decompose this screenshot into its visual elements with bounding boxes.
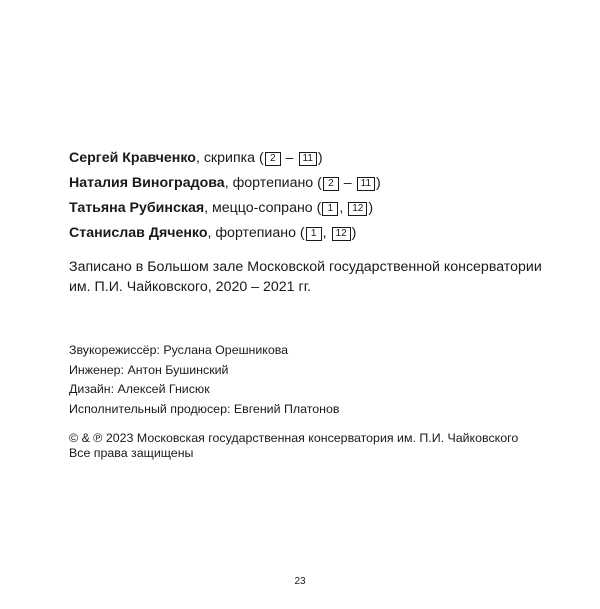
track-separator: – xyxy=(281,150,298,166)
closing-paren: ) xyxy=(376,175,381,191)
closing-paren: ) xyxy=(317,150,323,166)
credit-design: Дизайн: Алексей Гнисюк xyxy=(69,382,210,396)
recording-line: Записано в Большом зале Московской государственной консерватории xyxy=(69,259,542,275)
rights-reserved-line: Все права защищены xyxy=(69,446,194,460)
performer-line xyxy=(69,148,381,173)
track-separator: , xyxy=(339,200,348,216)
performer-role: , меццо-сопрано ( xyxy=(204,200,322,216)
performer-role: , фортепиано ( xyxy=(207,225,305,241)
copyright-line: © & ℗ 2023 Московская государственная консерватория им. П.И. Чайковского xyxy=(69,431,519,445)
performer-name: Наталия Виноградова xyxy=(69,175,225,191)
credit-sound-engineer: Звукорежиссёр: Руслана Орешникова xyxy=(69,343,289,357)
recording-line: им. П.И. Чайковского, 2020 – 2021 гг. xyxy=(69,279,312,295)
credits-list xyxy=(69,341,339,419)
recording-info xyxy=(69,257,542,297)
track-number-box: 11 xyxy=(299,152,317,166)
track-separator: , xyxy=(322,225,331,241)
credit-executive-producer: Исполнительный продюсер: Евгений Платонов xyxy=(69,401,340,416)
track-number-box: 11 xyxy=(357,177,375,191)
performers-list xyxy=(69,148,381,248)
performer-name: Сергей Кравченко xyxy=(69,150,196,166)
performer-name: Татьяна Рубинская xyxy=(69,200,205,216)
performer-line xyxy=(69,198,381,223)
track-number-box: 12 xyxy=(332,227,351,241)
track-number-box: 2 xyxy=(265,152,281,166)
track-number-box: 1 xyxy=(306,227,322,241)
track-number-box: 1 xyxy=(322,202,338,216)
track-separator: – xyxy=(339,175,356,191)
track-number-box: 2 xyxy=(323,177,339,191)
copyright-notice xyxy=(69,431,518,461)
closing-paren: ) xyxy=(351,225,357,241)
closing-paren: ) xyxy=(368,200,374,216)
performer-name: Станислав Дяченко xyxy=(69,225,208,241)
performer-line xyxy=(69,173,381,198)
performer-role: , скрипка ( xyxy=(195,150,264,166)
credit-engineer: Инженер: Антон Бушинский xyxy=(69,362,229,377)
track-number-box: 12 xyxy=(348,202,367,216)
performer-role: , фортепиано ( xyxy=(224,175,322,191)
performer-line xyxy=(69,223,381,248)
page-number: 23 xyxy=(294,576,306,587)
